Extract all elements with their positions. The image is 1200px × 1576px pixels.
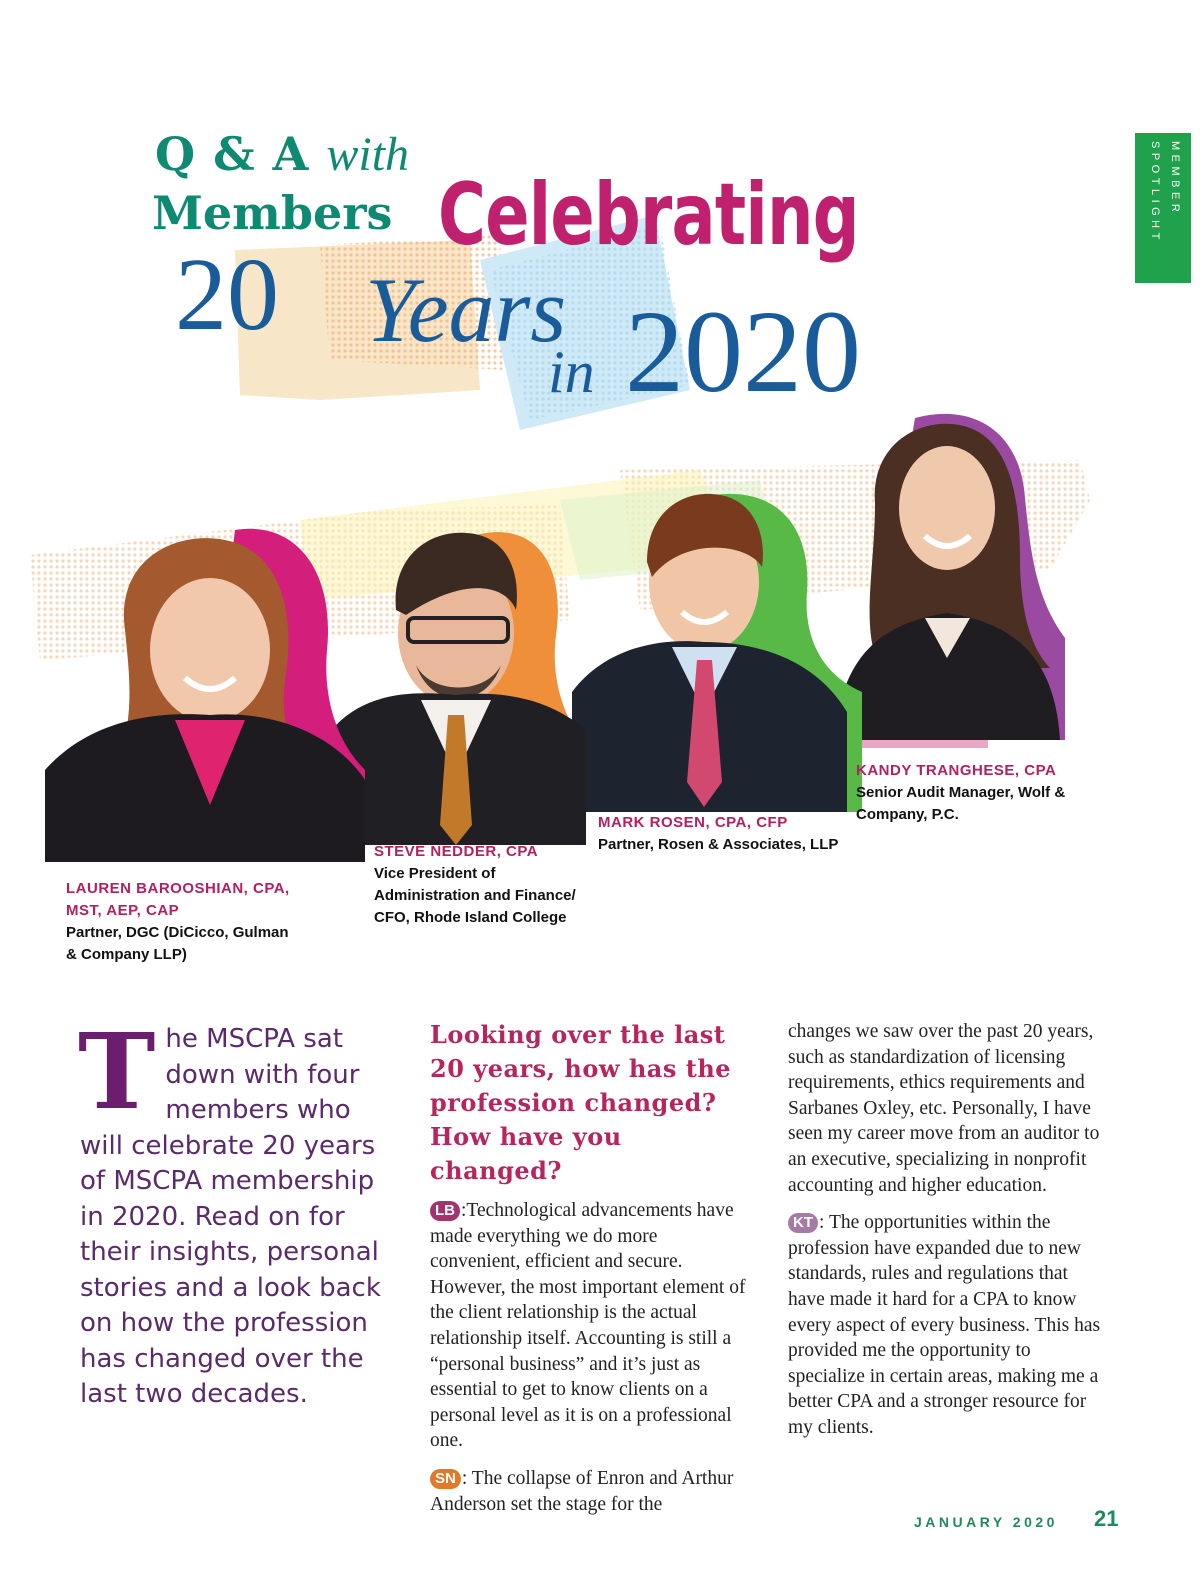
answers-column-2 [430, 1198, 748, 1529]
caption-kandy [856, 760, 1106, 826]
title-year: 2020 [625, 286, 861, 417]
answer-kt [788, 1210, 1108, 1440]
person-title-cont: Company, P.C. [856, 806, 959, 823]
person-title-cont: & Company LLP) [66, 946, 187, 963]
title-twenty: 20 [175, 237, 279, 352]
question-heading: Looking over the last 20 years, how has the profession changed? How have you changed? [430, 1020, 732, 1185]
photo-mark-rosen [572, 482, 862, 812]
title-with: with [326, 128, 410, 181]
answer-text-part2: changes we saw over the past 20 years, such as standardization of licensing requirements, ethics requirements and Sarbanes Oxley, etc. Personally, I have seen my career move from an auditor to an executive, specializing in nonprofit accounting and higher education. [788, 1021, 1100, 1196]
photo-laura-barooshian [45, 520, 365, 862]
person-title: Vice President of [374, 865, 496, 882]
answer-sep: : [461, 1200, 467, 1221]
person-title: Senior Audit Manager, Wolf & [856, 784, 1066, 801]
person-title-cont2: CFO, Rhode Island College [374, 909, 567, 926]
answer-sn [430, 1466, 748, 1517]
person-title-cont: Administration and Finance/ [374, 887, 576, 904]
person-name-cont: MST, AEP, CAP [66, 902, 180, 919]
answer-text: Technological advancements have made everything we do more convenient, efficient and secure. However, the most important element of the client relationship is the actual relationship itself. Accounting is still a “personal business” and it’s just as essential to get to know clients on a personal level as it is on a professional one. [430, 1200, 746, 1452]
photo-steve-nedder [336, 515, 586, 845]
answer-sn-continued [788, 1019, 1108, 1198]
badge-sn: SN [430, 1469, 461, 1489]
title-qa-line [155, 128, 409, 181]
answer-text-part1: The collapse of Enron and Arthur Anderson set the stage for the [430, 1467, 734, 1515]
section-tab-label: MEMBER SPOTLIGHT [1149, 141, 1181, 244]
face [899, 446, 995, 570]
person-name: KANDY TRANGHESE, CPA [856, 762, 1057, 779]
title-celebrating: Celebrating [438, 165, 859, 265]
answer-lb [430, 1198, 748, 1454]
title-in: in [548, 339, 595, 405]
face [150, 578, 270, 722]
answer-sep: : [461, 1467, 472, 1489]
footer-page-number: 21 [1094, 1506, 1119, 1531]
title-members: Members [152, 186, 393, 240]
title-years: Years [365, 259, 567, 361]
answer-sep: : [819, 1212, 829, 1234]
title-qa: Q & A [155, 127, 310, 181]
intro-text: he MSCPA sat down with four members who will celebrate 20 years of MSCPA membership in 2020. Read on for their insights, personal stories and a look back on how the profession has changed over the last two decades. [80, 1024, 381, 1409]
intro-paragraph [78, 1010, 390, 1413]
footer-issue-date: JANUARY 2020 [914, 1514, 1058, 1530]
caption-laura [66, 878, 346, 966]
badge-kt: KT [788, 1213, 818, 1233]
badge-lb: LB [430, 1201, 460, 1221]
person-title: Partner, DGC (DiCicco, Gulman [66, 924, 289, 941]
caption-steve [374, 841, 614, 929]
caption-mark [598, 812, 878, 856]
person-name: MARK ROSEN, CPA, CFP [598, 814, 788, 831]
answer-text: The opportunities within the profession have expanded due to new standards, rules and regulations that have made it hard for a CPA to know every aspect of every business. This has provided me the opportunity to specialize in certain areas, making me a better CPA and a stronger resource for my clients. [788, 1212, 1101, 1438]
person-name: LAUREN BAROOSHIAN, CPA, [66, 880, 290, 897]
person-name: STEVE NEDDER, CPA [374, 843, 539, 860]
person-title: Partner, Rosen & Associates, LLP [598, 836, 839, 853]
answers-column-3 [788, 1019, 1108, 1453]
drop-cap: T [78, 1010, 156, 1133]
